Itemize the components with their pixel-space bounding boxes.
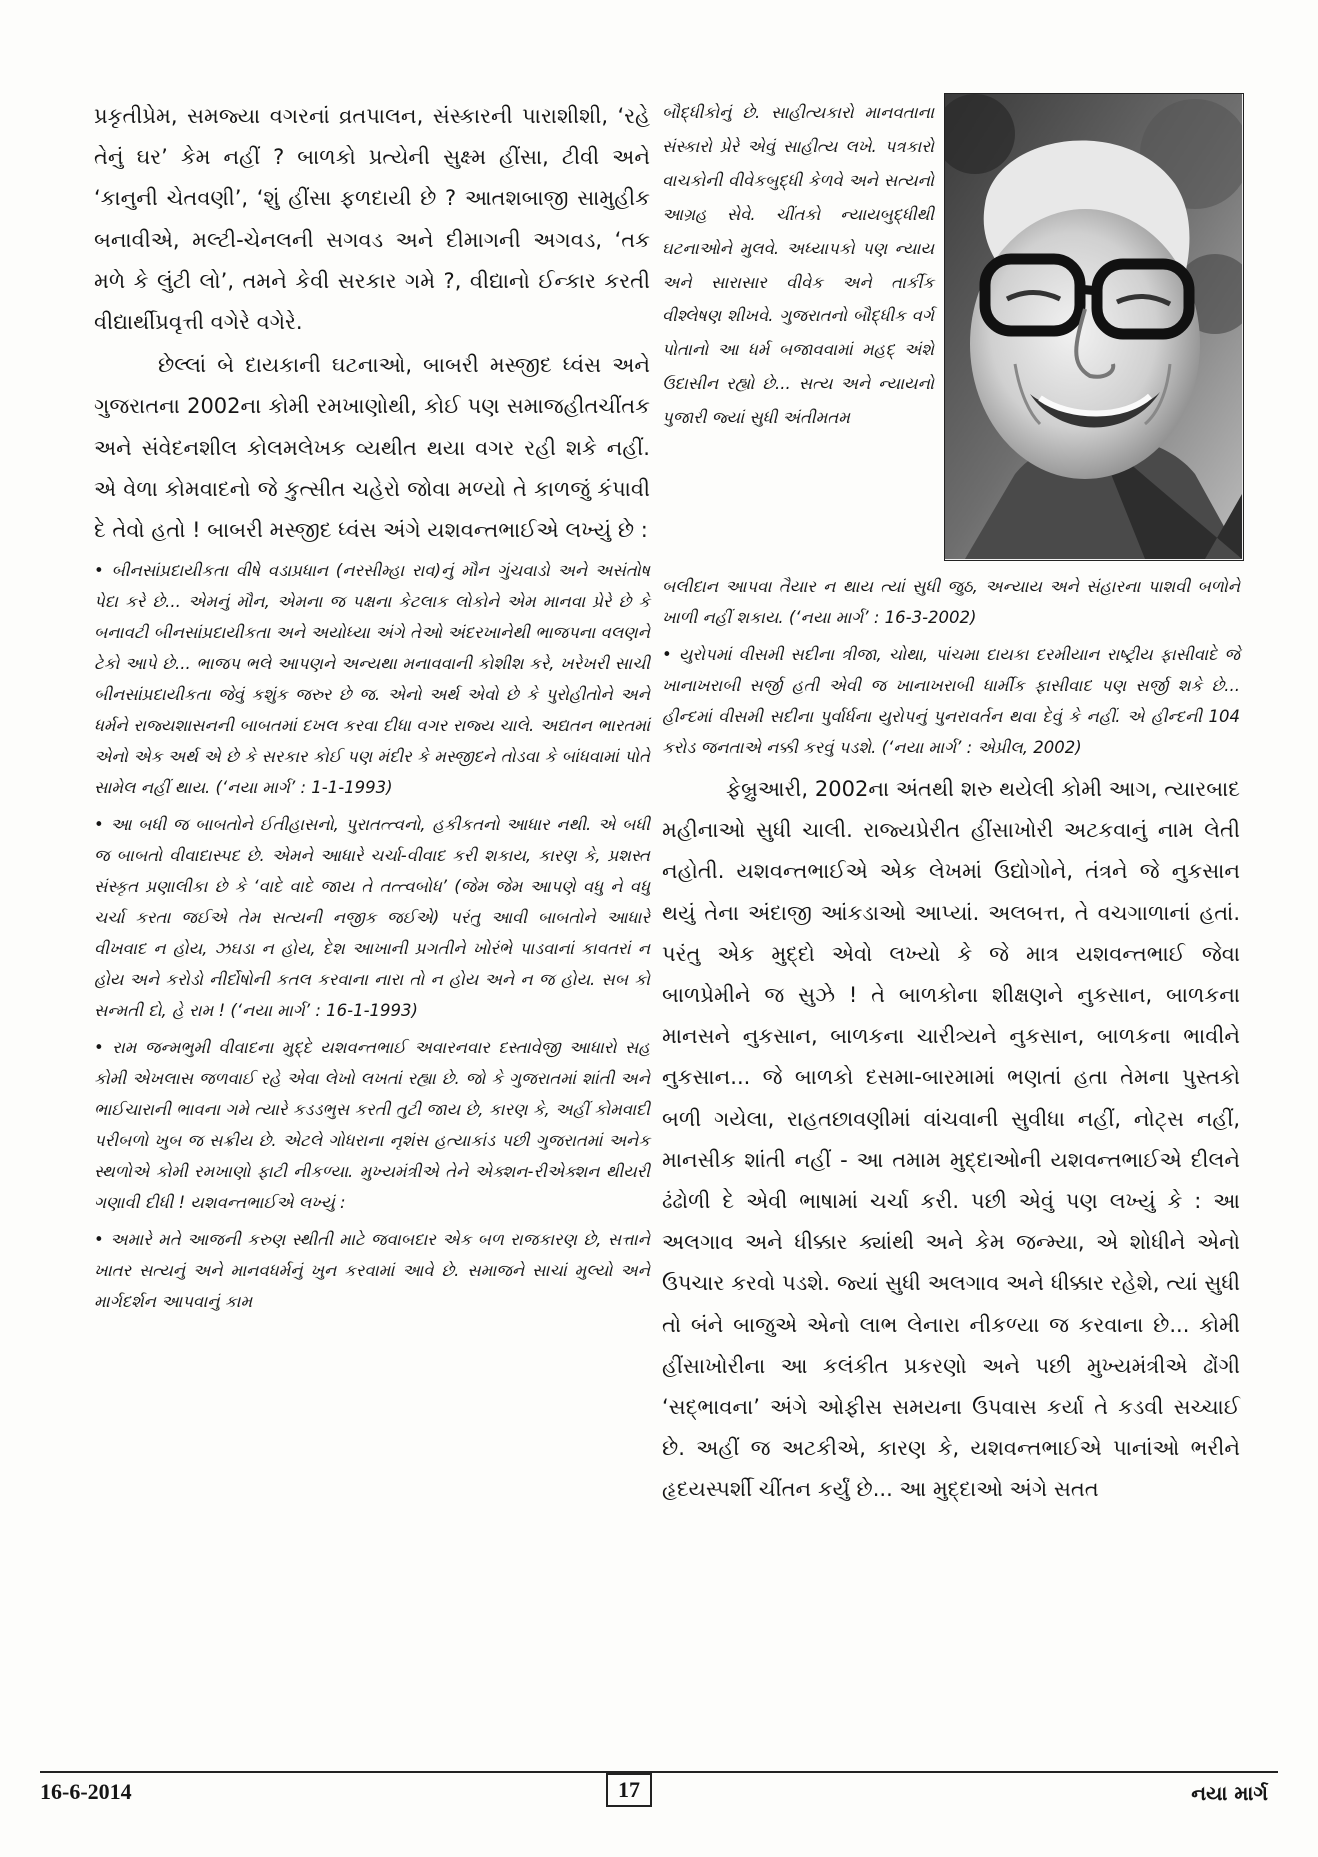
quote-secularism: • બીનસાંપ્રદાયીકતા વીષે વડાપ્રધાન (નરસીમ્હા રાવ)નું મૌન ગુંચવાડો અને અસંતોષ પેદા કરે છે... એમનું મૌન, એમના જ પક્ષના કેટલાક લોકોને એમ માનવા પ્રેરે છે કે બનાવટી બીનસાંપ્રદાયીકતા અને અયોધ્યા અંગે તેઓ અંદરખાનેથી ભાજપના વલણને ટેકો આપે છે... ભાજપ ભલે આપણને અન્યથા મનાવવાની કોશીશ કરે, ખરેખરી સાચી બીનસાંપ્રદાયીકતા જેવું કશુંક જરુર છે જ. એનો અર્થ એવો છે કે પુરોહીતોને અને ધર્મને રાજ્યશાસનની બાબતમાં દખલ કરવા દીધા વગર રાજ્ય ચાલે. અદ્યતન ભારતમાં એનો એક અર્થ એ છે કે સરકાર કોઈ પણ મંદીર કે મસ્જીદને તોડવા કે બાંધવામાં પોતે સામેલ નહીં થાય. (‘નયા માર્ગ’ : 1-1-1993) <box>94 561 650 798</box>
issue-date: 16-6-2014 <box>40 1779 132 1804</box>
page-number: 17 <box>606 1773 652 1807</box>
right-column-beside-photo <box>662 96 934 435</box>
portrait-illustration <box>945 94 1242 559</box>
quote-history: • આ બધી જ બાબતોને ઈતીહાસનો, પુરાતત્ત્વનો, હકીકતનો આધાર નથી. એ બધી જ બાબતો વીવાદાસ્પદ છે. એમને આધારે ચર્ચા-વીવાદ કરી શકાય, કારણ કે, પ્રશસ્ત સંસ્કૃત પ્રણાલીકા છે કે ‘વાદે વાદે જાય તે તત્ત્વબોધ’ (જેમ જેમ આપણે વધુ ને વધુ ચર્ચા કરતા જઈએ તેમ સત્યની નજીક જઈએ) પરંતુ આવી બાબતોને આધારે વીખવાદ ન હોય, ઝઘડા ન હોય, દેશ આખાની પ્રગતીને ખોરંભે પાડવાનાં કાવતરાં ન હોય અને કરોડો નીર્દોષોની કતલ કરવાના નારા તો ન હોય અને ન જ હોય. સબ કો સન્મતી દો, હે રામ ! (‘નયા માર્ગ’ : 16-1-1993) <box>94 815 650 1021</box>
magazine-name: નયા માર્ગ <box>1191 1781 1268 1805</box>
author-photo <box>944 93 1244 561</box>
intellectuals-text: બૌદ્ધીકોનું છે. સાહીત્યકારો માનવતાના સંસ્કારો પ્રેરે એવું સાહીત્ય લખે. પત્રકારો વાચકોની વીવેકબુદ્ધી કેળવે અને સત્યનો આગ્રહ સેવે. ચીંતકો ન્યાયબુદ્ધીથી ઘટનાઓને મુલવે. અધ્યાપકો પણ ન્યાય અને સારાસાર વીવેક અને તાર્કીક વીશ્લેષણ શીખવે. ગુજરાતનો બૌદ્ધીક વર્ગ પોતાનો આ ધર્મ બજાવવામાં મહદ્ અંશે ઉદાસીન રહ્યો છે... સત્ય અને ન્યાયનો પુજારી જ્યાં સુધી અંતીમતમ <box>662 103 934 428</box>
babri-paragraph: છેલ્લાં બે દાયકાની ઘટનાઓ, બાબરી મસ્જીદ ધ્વંસ અને ગુજરાતના 2002ના કોમી રમખાણોથી, કોઈ પણ સમાજહીતચીંતક અને સંવેદનશીલ કોલમલેખક વ્યથીત થયા વગર રહી શકે નહીં. એ વેળા કોમવાદનો જે કુત્સીત ચહેરો જોવા મળ્યો તે કાળજું કંપાવી દે તેવો હતો ! બાબરી મસ્જીદ ધ્વંસ અંગે યશવન્તભાઈએ લખ્યું છે : <box>94 353 650 543</box>
footer-divider <box>40 1771 1278 1773</box>
february-paragraph: ફેબ્રુઆરી, 2002ના અંતથી શરુ થયેલી કોમી આગ, ત્યારબાદ મહીનાઓ સુધી ચાલી. રાજ્યપ્રેરીત હીંસાખોરી અટકવાનું નામ લેતી નહોતી. યશવન્તભાઈએ એક લેખમાં ઉદ્યોગોને, તંત્રને જે નુકસાન થયું તેના અંદાજી આંકડાઓ આપ્યાં. અલબત્ત, તે વચગાળાનાં હતાં. પરંતુ એક મુદ્દો એવો લખ્યો કે જે માત્ર યશવન્તભાઈ જેવા બાળપ્રેમીને જ સુઝે ! તે બાળકોના શીક્ષણને નુકસાન, બાળકના માનસને નુકસાન, બાળકના ચારીત્ર્યને નુકસાન, બાળકના ભાવીને નુકસાન... જે બાળકો દસમા-બારમામાં ભણતાં હતા તેમના પુસ્તકો બળી ગયેલા, રાહતછાવણીમાં વાંચવાની સુવીધા નહીં, નોટ્સ નહીં, માનસીક શાંતી નહીં - આ તમામ મુદ્દાઓની યશવન્તભાઈએ દીલને ઢંઢોળી દે એવી ભાષામાં ચર્ચા કરી. પછી એવું પણ લખ્યું કે : આ અલગાવ અને ધીક્કાર ક્યાંથી અને કેમ જન્મ્યા, એ શોધીને એનો ઉપચાર કરવો પડશે. જ્યાં સુધી અલગાવ અને ધીક્કાર રહેશે, ત્યાં સુધી તો બંને બાજુએ એનો લાભ લેનારા નીકળ્યા જ કરવાના છે... કોમી હીંસાખોરીના આ કલંકીત પ્રકરણો અને પછી મુખ્યમંત્રીએ ઢોંગી ‘સદ્ભાવના’ અંગે ઓફીસ સમયના ઉપવાસ કર્યા તે કડવી સચ્ચાઈ છે. અહીં જ અટકીએ, કારણ કે, યશવન્તભાઈએ પાનાંઓ ભરીને હૃદયસ્પર્શી ચીંતન કર્યું છે... આ મુદ્દાઓ અંગે સતત <box>662 777 1240 1502</box>
quote-europe: • યુરોપમાં વીસમી સદીના ત્રીજા, ચોથા, પાંચમા દાયકા દરમીયાન રાષ્ટ્રીય ફાસીવાદે જે ખાનાખરાબી સર્જી હતી એવી જ ખાનાખરાબી ધાર્મીક ફાસીવાદ પણ સર્જી શકે છે... હીન્દમાં વીસમી સદીના પુર્વાર્ધના યુરોપનું પુનરાવર્તન થવા દેવું કે નહીં. એ હીન્દની 104 કરોડ જનતાએ નક્કી કરવું પડશે. (‘નયા માર્ગ’ : એપ્રીલ, 2002) <box>662 645 1240 757</box>
quote-ram-janmabhoomi: • રામ જન્મભુમી વીવાદના મુદ્દે યશવન્તભાઈ અવારનવાર દસ્તાવેજી આધારો સહ કોમી એખલાસ જળવાઈ રહે એવા લેખો લખતાં રહ્યા છે. જો કે ગુજરાતમાં શાંતી અને ભાઈચારાની ભાવના ગમે ત્યારે કડડભુસ કરતી તુટી જાય છે, કારણ કે, અહીં કોમવાદી પરીબળો ખુબ જ સક્રીય છે. એટલે ગોધરાના નૃશંસ હત્યાકાંડ પછી ગુજરાતમાં અનેક સ્થળોએ કોમી રમખાણો ફાટી નીકળ્યા. મુખ્યમંત્રીએ તેને એક્શન-રીએક્શન થીયરી ગણાવી દીધી ! યશવન્તભાઈએ લખ્યું : <box>94 1038 650 1213</box>
right-column <box>662 571 1240 1511</box>
intro-paragraph: પ્રકૃતીપ્રેમ, સમજ્યા વગરનાં વ્રતપાલન, સંસ્કારની પારાશીશી, ‘રહે તેનું ઘર’ કેમ નહીં ? બાળકો પ્રત્યેની સુક્ષ્મ હીંસા, ટીવી અને ‘કાનુની ચેતવણી’, ‘શું હીંસા ફળદાયી છે ? આતશબાજી સામુહીક બનાવીએ, મલ્ટી-ચેનલની સગવડ અને દીમાગની અગવડ, ‘તક મળે કે લુંટી લો’, તમને કેવી સરકાર ગમે ?, વીદ્યાનો ઈન્કાર કરતી વીદ્યાર્થીપ્રવૃત્તી વગેરે વગેરે. <box>94 104 650 335</box>
left-column <box>94 96 650 1323</box>
quote-continued: બલીદાન આપવા તૈયાર ન થાય ત્યાં સુધી જુઠ, અન્યાય અને સંહારના પાશવી બળોને ખાળી નહીં શકાય. (‘નયા માર્ગ’ : 16-3-2002) <box>662 577 1240 627</box>
quote-politics: • અમારે મતે આજની કરુણ સ્થીતી માટે જવાબદાર એક બળ રાજકારણ છે, સત્તાને ખાતર સત્યનું અને માનવધર્મનું ખુન કરવામાં આવે છે. સમાજને સાચાં મુલ્યો અને માર્ગદર્શન આપવાનું કામ <box>94 1230 650 1312</box>
